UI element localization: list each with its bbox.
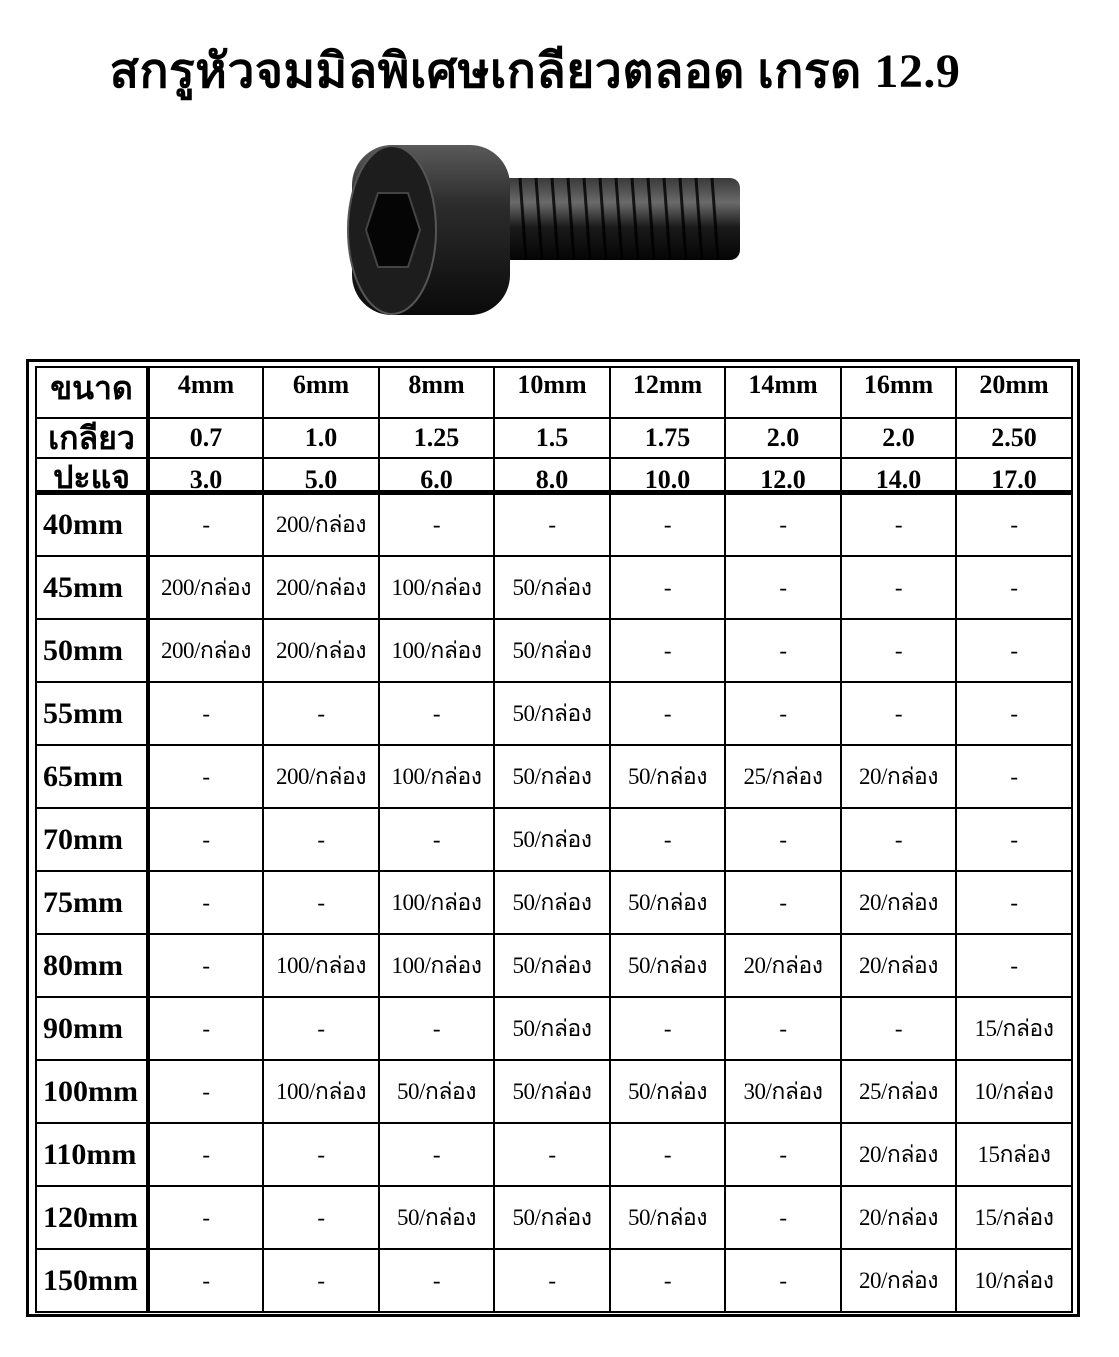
table-row <box>36 1249 1072 1312</box>
quantity-cell: - <box>956 745 1072 808</box>
size-cell: 12mm <box>610 367 725 418</box>
quantity-cell: 15/กล่อง <box>956 997 1072 1060</box>
quantity-cell: 20/กล่อง <box>841 1249 956 1312</box>
table-row <box>36 682 1072 745</box>
quantity-cell: 50/กล่อง <box>610 745 725 808</box>
size-cell: 4mm <box>148 367 263 418</box>
pitch-cell: 2.0 <box>725 418 841 458</box>
quantity-cell: 50/กล่อง <box>610 934 725 997</box>
length-label: 100mm <box>36 1060 148 1123</box>
pitch-cell: 1.0 <box>263 418 379 458</box>
key-cell: 8.0 <box>494 458 610 494</box>
quantity-cell: - <box>263 1249 379 1312</box>
pitch-cell: 2.50 <box>956 418 1072 458</box>
spec-table-frame <box>26 359 1080 1317</box>
table-row <box>36 745 1072 808</box>
quantity-cell: - <box>379 1249 494 1312</box>
size-cell: 10mm <box>494 367 610 418</box>
quantity-cell: - <box>725 682 841 745</box>
quantity-cell: - <box>148 492 263 556</box>
quantity-cell: 100/กล่อง <box>379 619 494 682</box>
quantity-cell: - <box>263 871 379 934</box>
length-label: 80mm <box>36 934 148 997</box>
size-cell: 8mm <box>379 367 494 418</box>
table-row <box>36 997 1072 1060</box>
quantity-cell: 50/กล่อง <box>610 1186 725 1249</box>
quantity-cell: - <box>148 1249 263 1312</box>
quantity-cell: 25/กล่อง <box>725 745 841 808</box>
quantity-cell: 20/กล่อง <box>841 934 956 997</box>
quantity-cell: - <box>725 556 841 619</box>
quantity-cell: 20/กล่อง <box>841 1186 956 1249</box>
quantity-cell: 50/กล่อง <box>494 556 610 619</box>
quantity-cell: - <box>263 1123 379 1186</box>
pitch-cell: 1.75 <box>610 418 725 458</box>
quantity-cell: 30/กล่อง <box>725 1060 841 1123</box>
quantity-cell: - <box>148 1060 263 1123</box>
table-row <box>36 619 1072 682</box>
quantity-cell: - <box>148 871 263 934</box>
key-cell: 3.0 <box>148 458 263 494</box>
quantity-cell: 50/กล่อง <box>494 808 610 871</box>
page-title: สกรูหัวจมมิลพิเศษเกลียวตลอด เกรด 12.9 <box>109 45 961 98</box>
quantity-cell: 200/กล่อง <box>148 619 263 682</box>
quantity-cell: - <box>725 997 841 1060</box>
quantity-cell: 100/กล่อง <box>379 871 494 934</box>
quantity-cell: 50/กล่อง <box>494 871 610 934</box>
quantity-cell: 50/กล่อง <box>494 934 610 997</box>
quantity-cell: - <box>956 808 1072 871</box>
quantity-cell: - <box>725 1123 841 1186</box>
quantity-cell: - <box>841 808 956 871</box>
table-row <box>36 871 1072 934</box>
length-label: 90mm <box>36 997 148 1060</box>
quantity-cell: - <box>379 1123 494 1186</box>
table-row <box>36 934 1072 997</box>
quantity-cell: - <box>956 556 1072 619</box>
quantity-cell: - <box>610 682 725 745</box>
length-label: 110mm <box>36 1123 148 1186</box>
table-row <box>36 556 1072 619</box>
quantity-cell: - <box>725 1186 841 1249</box>
pitch-row <box>36 418 1072 458</box>
size-label: ขนาด <box>36 367 148 418</box>
quantity-cell: - <box>379 808 494 871</box>
quantity-cell: 50/กล่อง <box>494 745 610 808</box>
quantity-cell: - <box>379 682 494 745</box>
length-label: 65mm <box>36 745 148 808</box>
quantity-cell: 15/กล่อง <box>956 1186 1072 1249</box>
length-label: 150mm <box>36 1249 148 1312</box>
quantity-cell: 200/กล่อง <box>263 556 379 619</box>
quantity-cell: 50/กล่อง <box>494 619 610 682</box>
quantity-cell: 200/กล่อง <box>263 492 379 556</box>
quantity-cell: - <box>148 808 263 871</box>
quantity-cell: - <box>610 492 725 556</box>
quantity-cell: - <box>956 934 1072 997</box>
quantity-cell: - <box>263 808 379 871</box>
quantity-cell: - <box>725 492 841 556</box>
quantity-cell: 100/กล่อง <box>379 934 494 997</box>
quantity-cell: 20/กล่อง <box>841 871 956 934</box>
quantity-cell: - <box>148 997 263 1060</box>
length-label: 55mm <box>36 682 148 745</box>
size-cell: 14mm <box>725 367 841 418</box>
table-row <box>36 1123 1072 1186</box>
length-label: 45mm <box>36 556 148 619</box>
key-row <box>36 458 1072 494</box>
quantity-cell: 15กล่อง <box>956 1123 1072 1186</box>
quantity-cell: - <box>494 1249 610 1312</box>
quantity-cell: - <box>610 997 725 1060</box>
quantity-cell: - <box>610 1249 725 1312</box>
quantity-cell: - <box>379 997 494 1060</box>
quantity-cell: - <box>263 1186 379 1249</box>
quantity-cell: - <box>148 1186 263 1249</box>
size-cell: 16mm <box>841 367 956 418</box>
quantity-cell: - <box>494 492 610 556</box>
quantity-cell: - <box>841 682 956 745</box>
quantity-cell: - <box>841 492 956 556</box>
quantity-cell: - <box>494 1123 610 1186</box>
key-label: ปะแจ <box>36 458 148 494</box>
length-label: 40mm <box>36 492 148 556</box>
quantity-cell: - <box>841 556 956 619</box>
quantity-cell: - <box>610 556 725 619</box>
quantity-cell: 50/กล่อง <box>610 871 725 934</box>
quantity-cell: - <box>841 997 956 1060</box>
pitch-label: เกลียว <box>36 418 148 458</box>
length-label: 120mm <box>36 1186 148 1249</box>
quantity-cell: 50/กล่อง <box>494 1186 610 1249</box>
quantity-cell: - <box>148 682 263 745</box>
quantity-cell: 50/กล่อง <box>494 1060 610 1123</box>
quantity-cell: 100/กล่อง <box>379 745 494 808</box>
quantity-cell: - <box>725 619 841 682</box>
quantity-cell: 100/กล่อง <box>263 1060 379 1123</box>
table-row <box>36 1186 1072 1249</box>
key-cell: 6.0 <box>379 458 494 494</box>
quantity-cell: 100/กล่อง <box>379 556 494 619</box>
key-cell: 17.0 <box>956 458 1072 494</box>
quantity-cell: - <box>956 492 1072 556</box>
quantity-cell: 50/กล่อง <box>494 997 610 1060</box>
quantity-cell: 20/กล่อง <box>725 934 841 997</box>
quantity-cell: 10/กล่อง <box>956 1060 1072 1123</box>
size-cell: 20mm <box>956 367 1072 418</box>
pitch-cell: 2.0 <box>841 418 956 458</box>
length-label: 50mm <box>36 619 148 682</box>
quantity-cell: - <box>379 492 494 556</box>
key-cell: 14.0 <box>841 458 956 494</box>
quantity-cell: 50/กล่อง <box>379 1186 494 1249</box>
hex-socket-cap-screw-photo <box>340 133 760 323</box>
quantity-cell: 50/กล่อง <box>494 682 610 745</box>
pitch-cell: 1.25 <box>379 418 494 458</box>
quantity-table <box>35 490 1073 1313</box>
pitch-cell: 1.5 <box>494 418 610 458</box>
quantity-cell: - <box>610 1123 725 1186</box>
key-cell: 12.0 <box>725 458 841 494</box>
pitch-cell: 0.7 <box>148 418 263 458</box>
key-cell: 10.0 <box>610 458 725 494</box>
quantity-cell: - <box>148 1123 263 1186</box>
length-label: 70mm <box>36 808 148 871</box>
spec-header-table <box>35 366 1073 495</box>
quantity-cell: 200/กล่อง <box>263 619 379 682</box>
quantity-cell: - <box>956 871 1072 934</box>
size-cell: 6mm <box>263 367 379 418</box>
quantity-cell: 50/กล่อง <box>379 1060 494 1123</box>
quantity-cell: - <box>956 682 1072 745</box>
quantity-cell: - <box>148 745 263 808</box>
key-cell: 5.0 <box>263 458 379 494</box>
quantity-cell: 200/กล่อง <box>263 745 379 808</box>
quantity-cell: 100/กล่อง <box>263 934 379 997</box>
table-row <box>36 808 1072 871</box>
table-row <box>36 1060 1072 1123</box>
quantity-cell: - <box>610 808 725 871</box>
table-row <box>36 492 1072 556</box>
quantity-cell: - <box>725 1249 841 1312</box>
quantity-cell: 20/กล่อง <box>841 745 956 808</box>
length-label: 75mm <box>36 871 148 934</box>
quantity-cell: 10/กล่อง <box>956 1249 1072 1312</box>
quantity-cell: - <box>263 997 379 1060</box>
size-row <box>36 367 1072 418</box>
quantity-cell: - <box>841 619 956 682</box>
quantity-cell: 50/กล่อง <box>610 1060 725 1123</box>
quantity-cell: 200/กล่อง <box>148 556 263 619</box>
quantity-cell: 20/กล่อง <box>841 1123 956 1186</box>
quantity-cell: - <box>956 619 1072 682</box>
quantity-cell: - <box>610 619 725 682</box>
quantity-cell: - <box>725 808 841 871</box>
quantity-cell: - <box>263 682 379 745</box>
quantity-cell: 25/กล่อง <box>841 1060 956 1123</box>
quantity-cell: - <box>148 934 263 997</box>
quantity-cell: - <box>725 871 841 934</box>
